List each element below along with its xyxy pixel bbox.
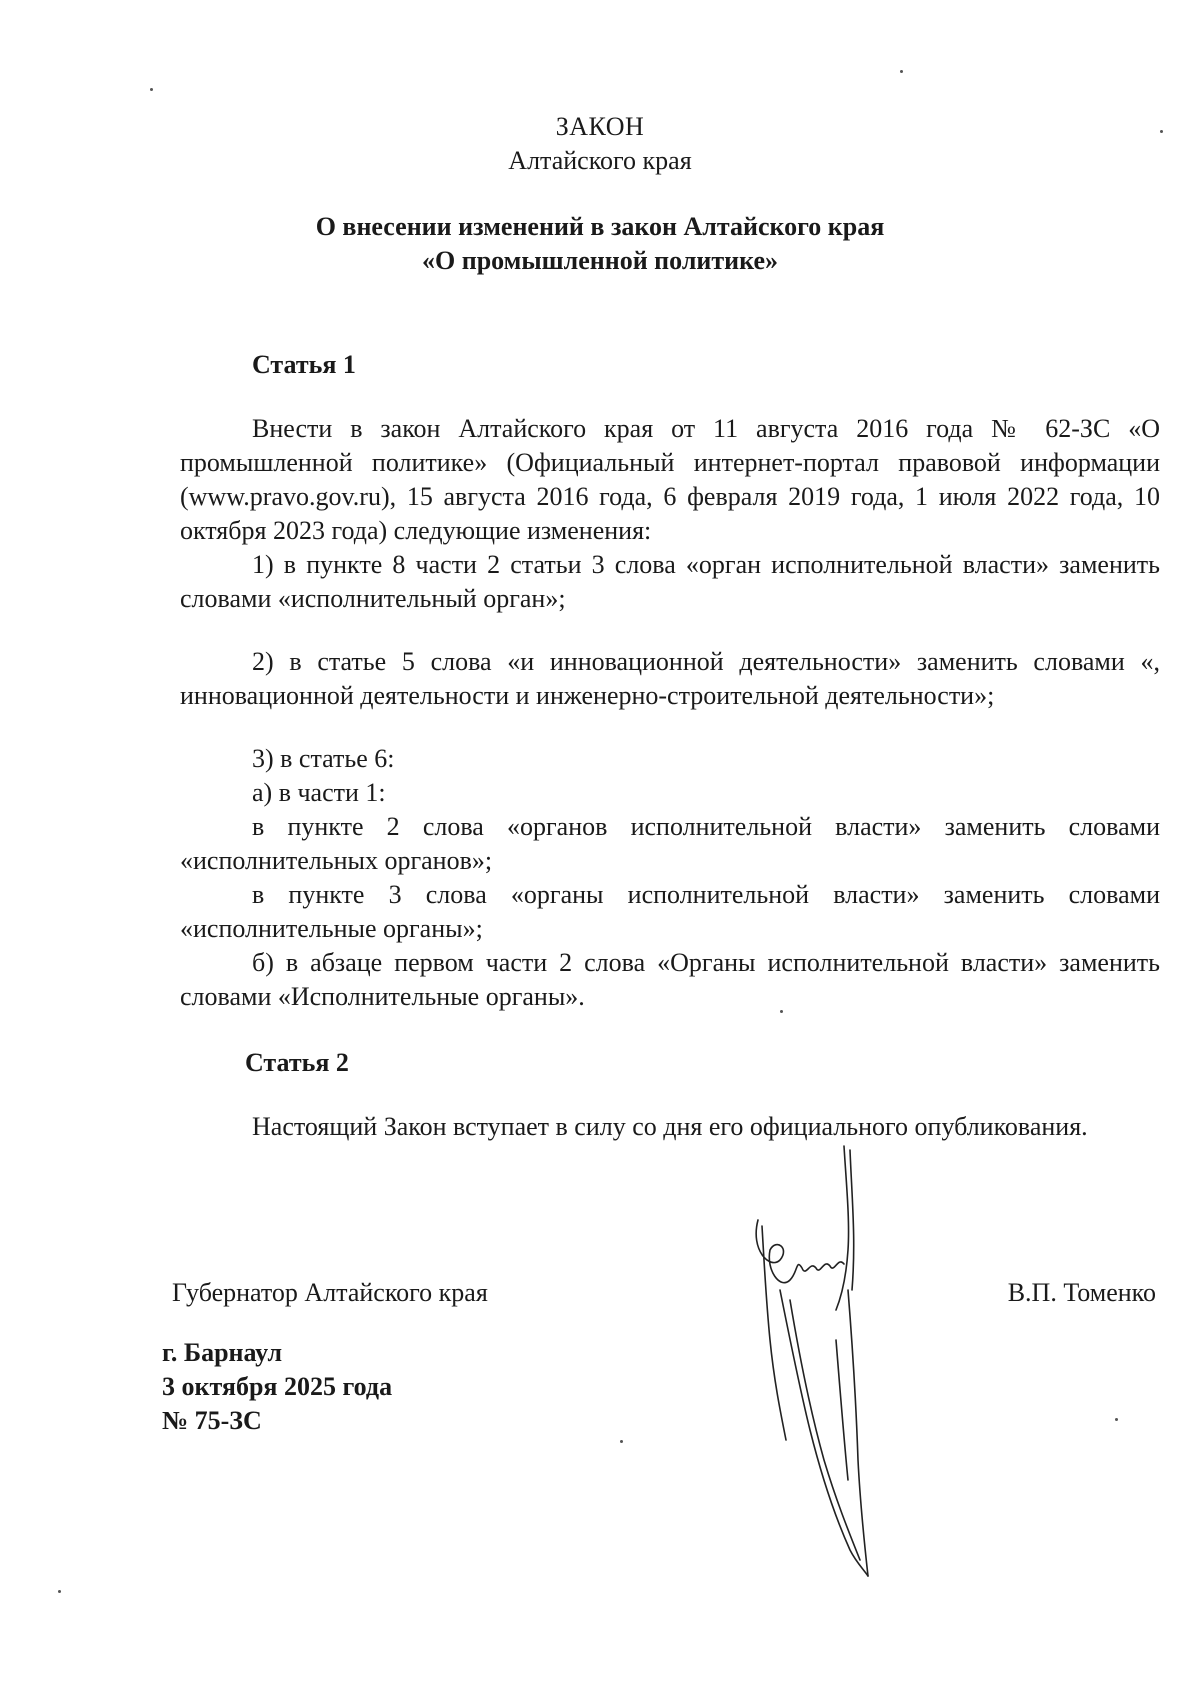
article-1-item-3a-point-2: в пункте 2 слова «органов исполнительной власти» заменить словами «исполнительных органов»;	[180, 812, 1160, 875]
article-2-heading: Статья 2	[245, 1048, 349, 1077]
article-1-item-3b: б) в абзаце первом части 2 слова «Органы исполнительной власти» заменить словами «Исполнительные органы».	[180, 948, 1160, 1011]
signing-city: г. Барнаул	[162, 1338, 283, 1367]
document-region: Алтайского края	[508, 146, 692, 175]
article-1-item-3a-point-3: в пункте 3 слова «органы исполнительной власти» заменить словами «исполнительные органы»;	[180, 880, 1160, 943]
scan-speck	[780, 1010, 783, 1013]
scan-speck	[620, 1440, 623, 1443]
document-title-line-1: О внесении изменений в закон Алтайского края	[315, 212, 885, 241]
article-1-item-1: 1) в пункте 8 части 2 статьи 3 слова «орган исполнительной власти» заменить словами «исполнительный орган»;	[180, 550, 1160, 613]
scan-speck	[58, 1590, 61, 1593]
scan-speck	[1160, 130, 1163, 133]
article-1-item-3a: а) в части 1:	[252, 778, 386, 807]
article-2-text: Настоящий Закон вступает в силу со дня его официального опубликования.	[252, 1112, 1088, 1141]
article-1-item-2: 2) в статье 5 слова «и инновационной деятельности» заменить словами «, инновационной деятельности и инженерно-строительной деятельности»;	[180, 647, 1160, 710]
document-title-line-2: «О промышленной политике»	[421, 246, 779, 275]
document-type: ЗАКОН	[555, 112, 645, 141]
scan-speck	[1115, 1418, 1118, 1421]
handwritten-signature	[740, 1140, 900, 1580]
signing-date: 3 октября 2025 года	[162, 1372, 393, 1401]
article-1-intro: Внести в закон Алтайского края от 11 августа 2016 года № 62-ЗС «О промышленной политике» (Официальный интернет-портал правовой информации (www.pravo.gov.ru), 15 августа 2016 года, 6 февраля 2019 года, 1 июля 2022 года, 10 октября 2023 года) следующие изменения:	[180, 414, 1160, 545]
scan-speck	[150, 88, 153, 91]
signatory-name: В.П. Томенко	[1007, 1278, 1156, 1307]
article-1-heading: Статья 1	[252, 350, 356, 379]
signatory-position: Губернатор Алтайского края	[172, 1278, 488, 1307]
scan-speck	[900, 70, 903, 73]
law-number: № 75-ЗС	[162, 1406, 262, 1435]
article-1-item-3: 3) в статье 6:	[252, 744, 395, 773]
